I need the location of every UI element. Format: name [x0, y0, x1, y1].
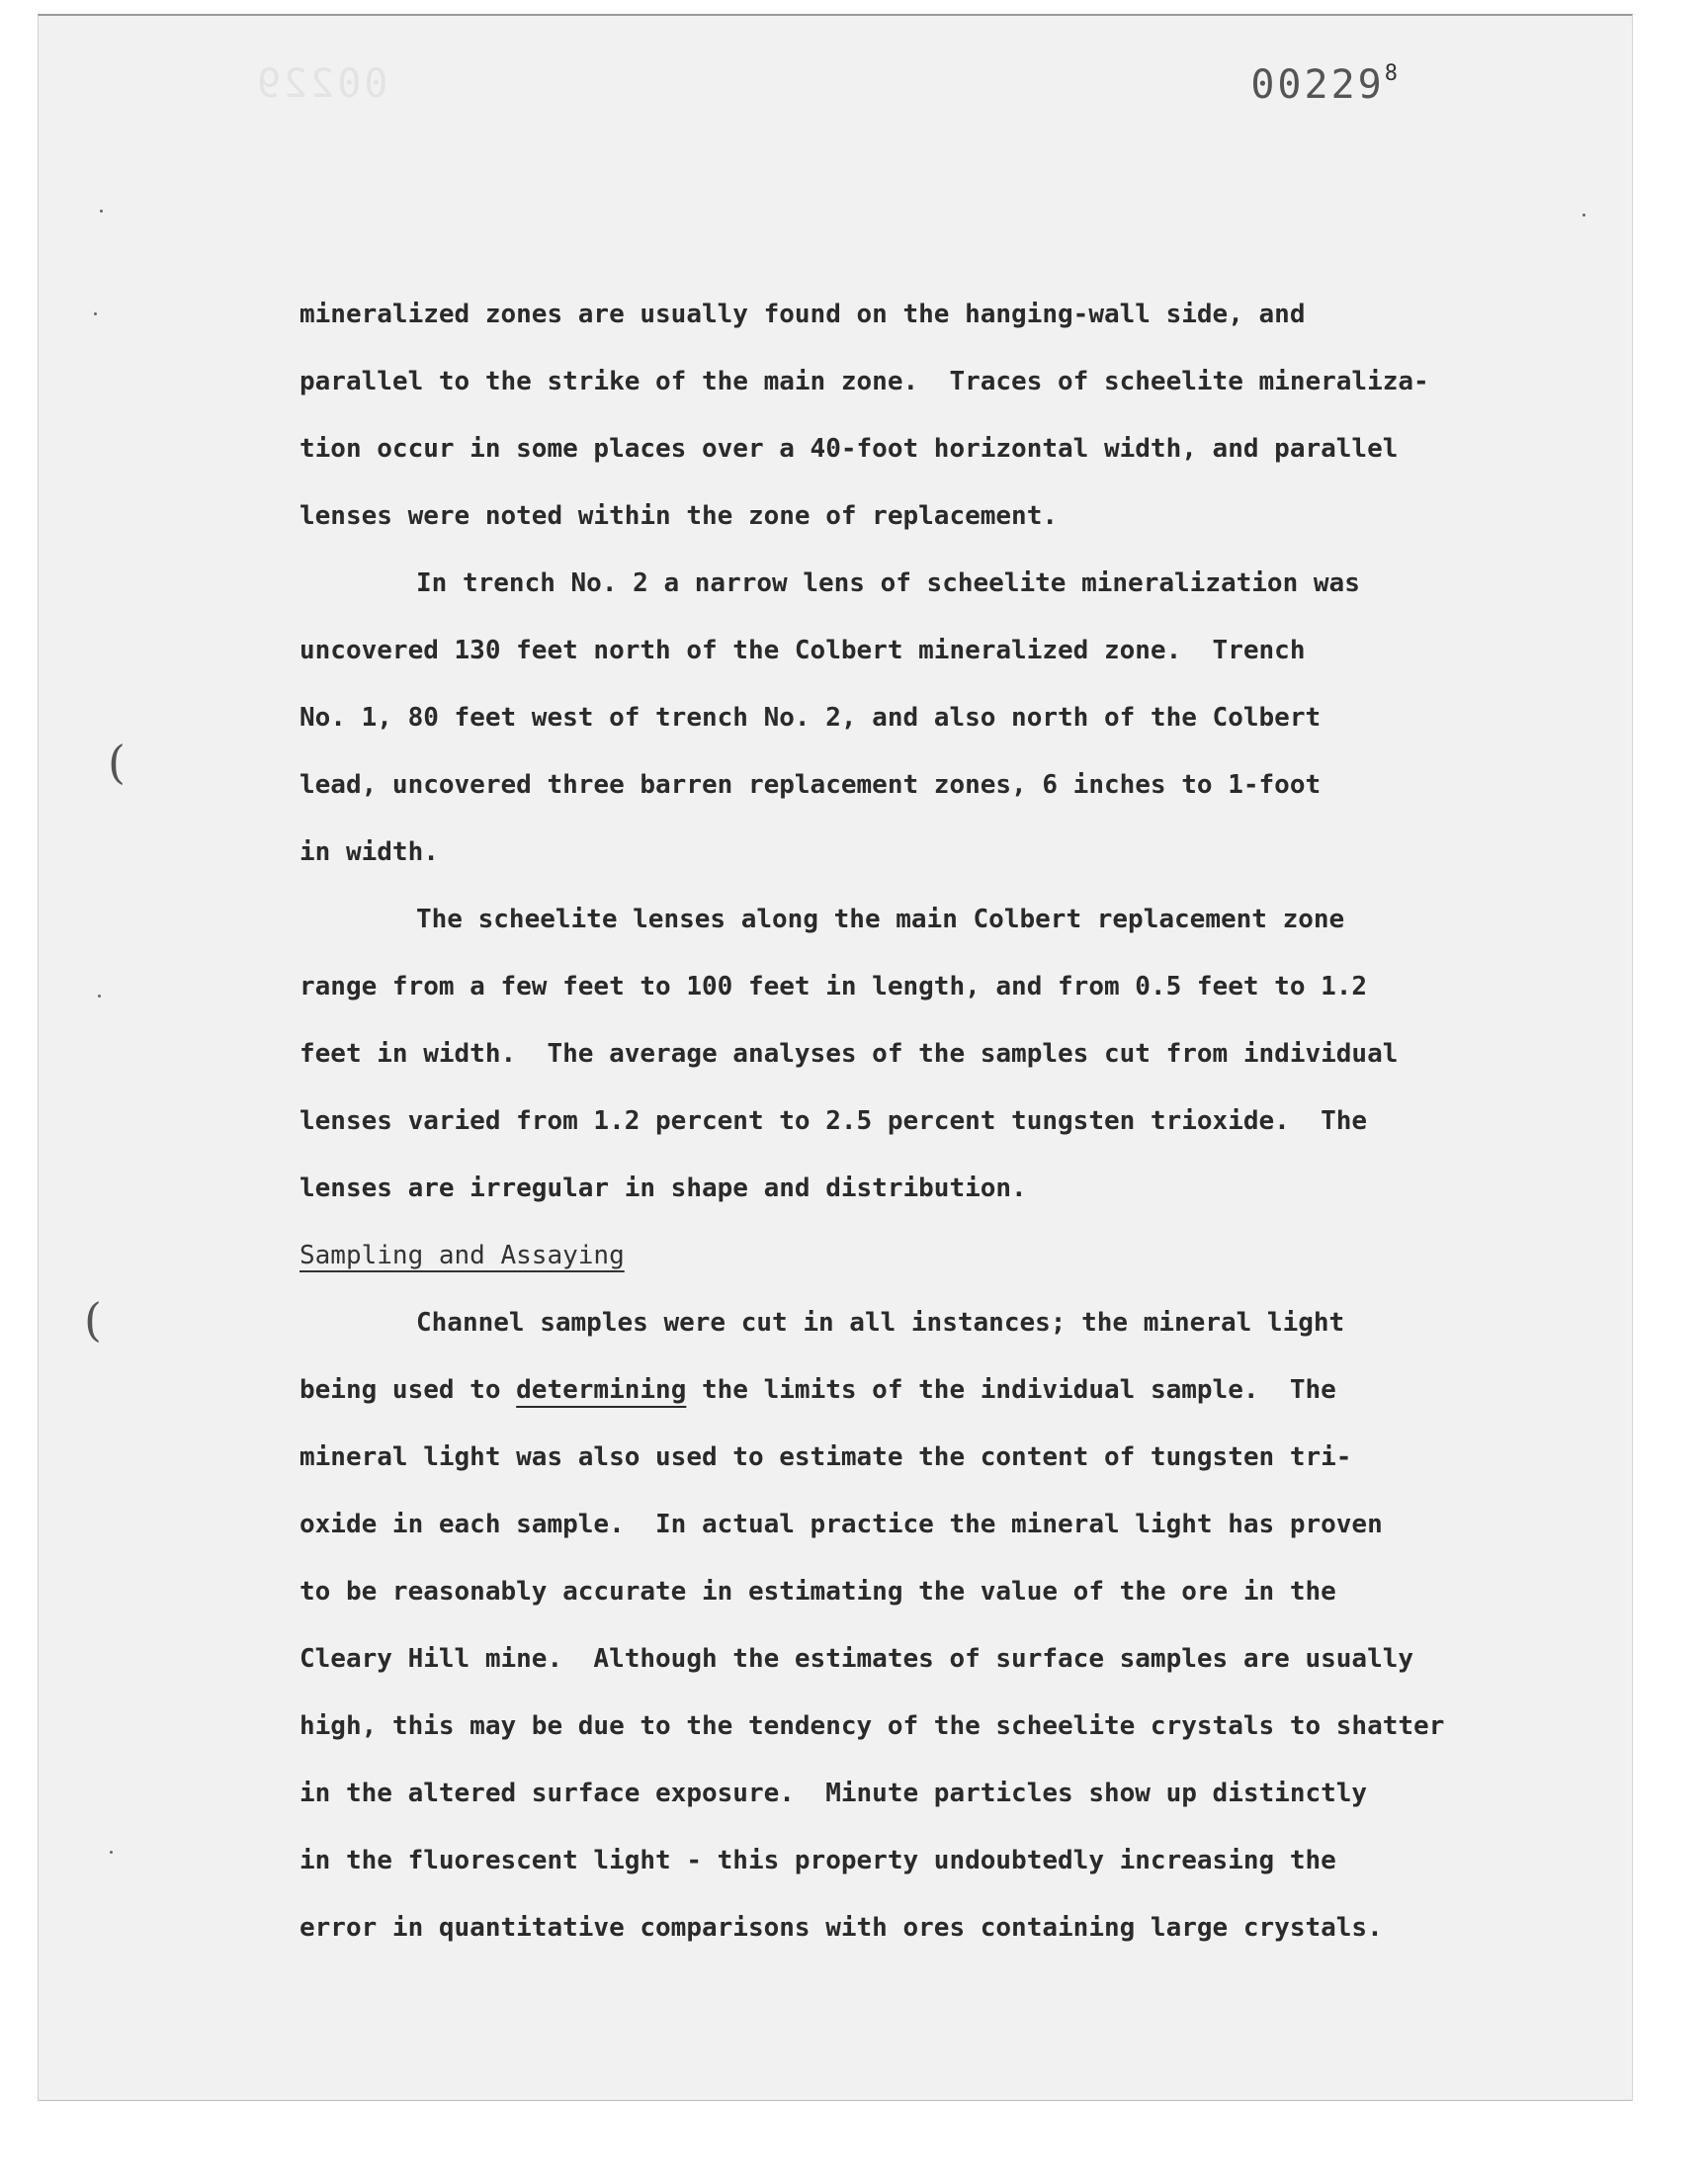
text-line: [299, 1356, 1584, 1424]
text-line: feet in width. The average analyses of the samples cut from individual: [299, 1039, 1399, 1069]
text-line: in the fluorescent light - this property undoubtedly increasing the: [299, 1846, 1336, 1875]
text-line: range from a few feet to 100 feet in length, and from 0.5 feet to 1.2: [299, 972, 1368, 1001]
section-heading: Sampling and Assaying: [299, 1241, 625, 1270]
text-line: in width.: [299, 837, 439, 867]
underlined-word: determining: [516, 1375, 687, 1405]
paragraph-first-line: The scheelite lenses along the main Colbert replacement zone: [416, 905, 1345, 934]
text-line: lenses were noted within the zone of replacement.: [299, 501, 1059, 531]
margin-paren-mark: (: [108, 736, 126, 789]
text-line: lenses are irregular in shape and distribution.: [299, 1174, 1027, 1203]
margin-speck: [98, 995, 101, 998]
text-fragment: the limits of the individual sample. The: [686, 1375, 1336, 1405]
text-line: No. 1, 80 feet west of trench No. 2, and also north of the Colbert: [299, 703, 1322, 733]
margin-speck: [1582, 214, 1585, 217]
text-line: parallel to the strike of the main zone. Traces of scheelite mineraliza-: [299, 367, 1429, 396]
text-line: error in quantitative comparisons with ores containing large crystals.: [299, 1913, 1383, 1943]
text-line: mineral light was also used to estimate the content of tungsten tri-: [299, 1442, 1352, 1472]
page-number: [1250, 61, 1401, 108]
text-line: lenses varied from 1.2 percent to 2.5 percent tungsten trioxide. The: [299, 1106, 1368, 1136]
text-line: oxide in each sample. In actual practice the mineral light has proven: [299, 1510, 1383, 1539]
text-line: tion occur in some places over a 40-foot horizontal width, and parallel: [299, 434, 1399, 464]
text-line: Cleary Hill mine. Although the estimates of surface samples are usually: [299, 1644, 1414, 1674]
paragraph-first-line: Channel samples were cut in all instances; the mineral light: [416, 1308, 1345, 1338]
paragraph-first-line: In trench No. 2 a narrow lens of scheelite mineralization was: [416, 568, 1360, 598]
text-line: to be reasonably accurate in estimating the value of the ore in the: [299, 1577, 1336, 1607]
bleed-through-page-number: 00229: [254, 61, 388, 107]
margin-speck: [94, 312, 97, 315]
margin-speck: [110, 1851, 113, 1854]
text-line: uncovered 130 feet north of the Colbert mineralized zone. Trench: [299, 636, 1306, 665]
margin-paren-mark: (: [84, 1293, 102, 1347]
page-number-superscript: 8: [1384, 61, 1401, 86]
page-number-value: 00229: [1250, 62, 1385, 108]
text-line: high, this may be due to the tendency of the scheelite crystals to shatter: [299, 1711, 1445, 1741]
text-line: lead, uncovered three barren replacement zones, 6 inches to 1-foot: [299, 770, 1322, 800]
text-line: in the altered surface exposure. Minute particles show up distinctly: [299, 1779, 1368, 1808]
document-page: [38, 14, 1633, 2101]
text-fragment: being used to: [299, 1375, 517, 1405]
margin-speck: [100, 210, 103, 213]
text-line: mineralized zones are usually found on the hanging-wall side, and: [299, 300, 1306, 329]
document-body: [299, 281, 1584, 1961]
